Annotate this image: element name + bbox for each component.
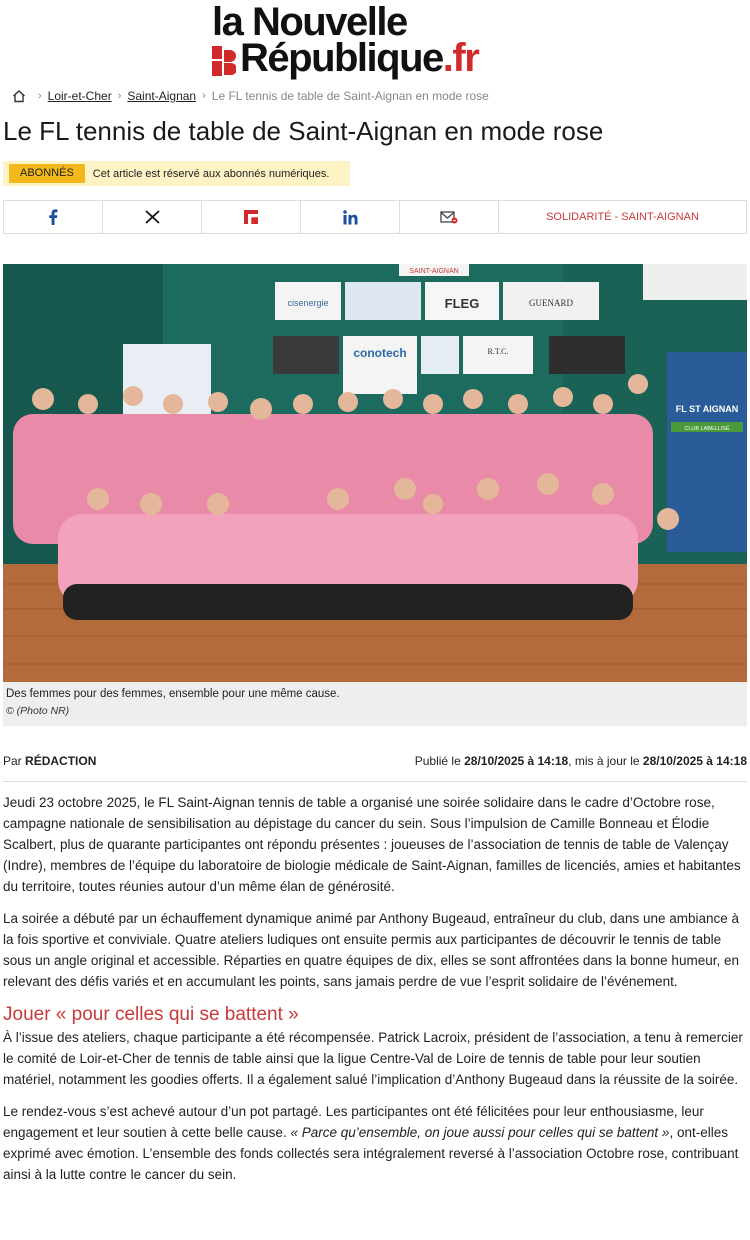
paragraph-text: , ont-elles exprimé avec émotion. L’ensemble des fonds collectés sera intégralement reversé à l’association Octobre rose, contribuant ainsi à la lutte contre le cancer du sein. [3, 1125, 739, 1182]
article-paragraph-quote [3, 1101, 748, 1185]
article-title: Le FL tennis de table de Saint-Aignan en mode rose [3, 116, 604, 146]
breadcrumb-separator-icon: › [202, 90, 206, 102]
logo-line-1: la Nouvelle [212, 0, 407, 44]
sponsor-saint-aignan: SAINT-AIGNAN [409, 268, 459, 275]
breadcrumb-current: Le FL tennis de table de Saint-Aignan en mode rose [211, 89, 489, 103]
logo-word: République [240, 36, 443, 80]
facebook-icon [48, 209, 58, 225]
breadcrumb-separator-icon: › [38, 90, 42, 102]
sponsor-cisenergie: cisenergie [287, 298, 329, 308]
masthead [0, 0, 750, 84]
photo-credit: © (Photo NR) [6, 705, 70, 717]
home-icon[interactable] [12, 89, 26, 103]
sponsor-guenard: GUENARD [529, 298, 573, 308]
share-facebook-button[interactable] [4, 201, 103, 233]
published-prefix: Publié le [414, 754, 461, 768]
article-paragraph: Jeudi 23 octobre 2025, le FL Saint-Aignan tennis de table a organisé une soirée solidaire dans le cadre d’Octobre rose, campagne nationale de sensibilisation au dépistage du cancer du sein. Sous l’impulsion de Camille Bonneau et Élodie Scalbert, plus de quarante participantes ont répondu présentes : joueuses de l’association de tennis de table de Valençay (Indre), membres de l’équipe du laboratoire de biologie médicale de Saint-Aignan, familles de licenciés, amies et habitantes du territoire, toutes réunies autour d’un même élan de générosité. [3, 795, 741, 894]
banner-fl-st-aignan: FL ST AIGNAN [675, 404, 739, 414]
photo-caption-text: Des femmes pour des femmes, ensemble pour une même cause. [6, 688, 340, 700]
share-email-button[interactable] [400, 201, 499, 233]
paragraph-text: Le rendez-vous s’est achevé autour d’un pot partagé. Les participantes ont été félicitées pour leur enthousiasme, leur engagement et leur soutien à cette belle cause. [3, 1104, 704, 1140]
article-tag-link[interactable]: SOLIDARITÉ - SAINT-AIGNAN [546, 211, 699, 223]
breadcrumb-link-loir-et-cher[interactable]: Loir-et-Cher [47, 89, 112, 103]
published-date: 28/10/2025 à 14:18 [464, 754, 569, 768]
author-line [3, 754, 96, 768]
article-paragraph: La soirée a débuté par un échauffement dynamique animé par Anthony Bugeaud, entraîneur du club, dans une ambiance à la fois sportive et conviviale. Quatre ateliers ludiques ont ensuite permis aux participantes de découvrir le tennis de table sous un angle original et accessible. Réparties en quatre équipes de dix, elles se sont affrontées dans la bonne humeur, en relevant des défis variés et en accumulant les points, sans jamais perdre de vue l’esprit solidaire de l’événement. [3, 911, 740, 989]
sponsor-fleg: FLEG [444, 296, 480, 311]
share-bar [3, 200, 747, 234]
article-photo [3, 264, 747, 682]
updated-date: 28/10/2025 à 14:18 [642, 754, 747, 768]
logo-tld: .fr [442, 36, 479, 80]
article-paragraph: À l’issue des ateliers, chaque participante a été récompensée. Patrick Lacroix, président de l’association, a tenu à remercier le comité de Loir-et-Cher de tennis de table ainsi que la ligue Centre-Val de Loire de tennis de table pour leur soutien matériel, notamment les goodies offerts. Il a également salué l’implication d’Anthony Bugeaud dans la réussite de la soirée. [3, 1030, 743, 1087]
flipboard-icon [244, 210, 258, 224]
publication-dates [415, 754, 747, 768]
paragraph-quote: « Parce qu’ensemble, on joue aussi pour celles qui se battent » [290, 1125, 670, 1140]
breadcrumb-link-saint-aignan[interactable]: Saint-Aignan [127, 89, 197, 103]
subscriber-badge: ABONNÉS [9, 164, 85, 183]
group-photo-illustration [3, 264, 747, 682]
linkedin-icon [343, 210, 358, 225]
share-linkedin-button[interactable] [301, 201, 400, 233]
breadcrumb [12, 87, 489, 105]
updated-prefix: , mis à jour le [568, 754, 640, 768]
email-icon [440, 211, 458, 224]
breadcrumb-separator-icon: › [117, 90, 122, 102]
byline-divider [3, 781, 747, 782]
site-logo[interactable] [210, 0, 510, 80]
article-subheading: Jouer « pour celles qui se battent » [3, 1004, 299, 1025]
author-name[interactable]: RÉDACTION [25, 754, 97, 768]
logo-line-2 [240, 38, 478, 78]
banner-club-label: CLUB LABELLISÉ [684, 426, 730, 432]
share-x-button[interactable] [103, 201, 202, 233]
subscriber-notice [3, 161, 350, 186]
article-body [3, 792, 748, 1196]
byline [3, 750, 747, 772]
photo-caption [3, 682, 747, 726]
sponsor-rtc: R.T.C. [487, 347, 509, 356]
author-prefix: Par [3, 754, 22, 768]
logo-mark-icon [212, 46, 236, 76]
sponsor-conotech: conotech [353, 346, 407, 360]
subscriber-message: Cet article est réservé aux abonnés numériques. [92, 167, 330, 180]
x-icon [145, 210, 160, 224]
share-flipboard-button[interactable] [202, 201, 301, 233]
